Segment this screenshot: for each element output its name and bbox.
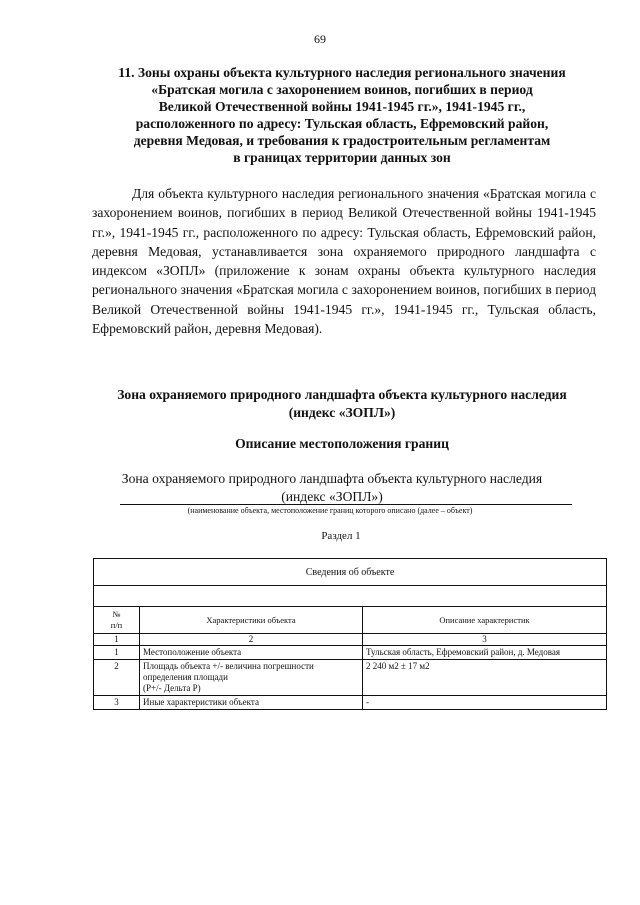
row-number: 1 (94, 646, 140, 660)
zone-heading-line: (индекс «ЗОПЛ») (288, 405, 396, 420)
section-heading-line: деревня Медовая, и требования к градостроительным регламентам (133, 133, 551, 148)
row-number: 3 (94, 696, 140, 710)
row-characteristic: Площадь объекта +/- величина погрешности определения площади (Р+/- Дельта Р) (140, 660, 363, 696)
index-cell: 1 (94, 634, 140, 646)
header-description: Описание характеристик (363, 607, 607, 634)
table-row (94, 696, 607, 710)
section-heading-line: 11. Зоны охраны объекта культурного наследия регионального значения (118, 65, 566, 80)
section-heading-line: Великой Отечественной войны 1941-1945 гг.», 1941-1945 гг., (158, 99, 526, 114)
object-info-table (93, 558, 607, 710)
page-number: 69 (314, 32, 326, 46)
table-blank-row (94, 586, 607, 607)
table-row (94, 646, 607, 660)
object-name-underline (120, 504, 572, 505)
intro-paragraph: Для объекта культурного наследия регионального значения «Братская могила с захоронением воинов, погибших в период Великой Отечественной войны 1941-1945 гг.», 1941-1945 гг., расположенного по адресу: Тульская область, Ефремовский район, деревня Медовая, устанавливается зона охраняемого природного ландшафта с индексом «ЗОПЛ» (приложение к зонам охраны объекта культурного наследия регионального значения «Братская могила с захоронением воинов, погибших в период Великой Отечественной войны 1941-1945 гг.», 1941-1945 гг., Тульская область, Ефремовский район, деревня Медовая). (92, 186, 596, 337)
section-heading (82, 64, 602, 166)
table-title: Сведения об объекте (94, 559, 607, 586)
table-header-row (94, 607, 607, 634)
object-name (92, 470, 572, 506)
table-title-row (94, 559, 607, 586)
section-heading-line: расположенного по адресу: Тульская область, Ефремовский район, (135, 116, 549, 131)
section-heading-line: в границах территории данных зон (233, 150, 451, 165)
zone-heading-line: Зона охраняемого природного ландшафта объекта культурного наследия (117, 387, 567, 402)
row-characteristic: Местоположение объекта (140, 646, 363, 660)
table-row (94, 660, 607, 696)
section-label: Раздел 1 (321, 530, 361, 542)
row-number: 2 (94, 660, 140, 696)
header-characteristic: Характеристики объекта (140, 607, 363, 634)
object-name-caption: (наименование объекта, местоположение границ которого описано (далее – объект) (187, 506, 473, 515)
row-description: 2 240 м2 ± 17 м2 (363, 660, 607, 696)
table-index-row (94, 634, 607, 646)
boundaries-heading: Описание местоположения границ (235, 436, 449, 451)
row-description: - (363, 696, 607, 710)
index-cell: 3 (363, 634, 607, 646)
index-cell: 2 (140, 634, 363, 646)
object-name-line: Зона охраняемого природного ландшафта объекта культурного наследия (121, 471, 543, 486)
header-number: № п/п (94, 607, 140, 634)
object-name-line: (индекс «ЗОПЛ») (281, 489, 383, 504)
row-description: Тульская область, Ефремовский район, д. Медовая (363, 646, 607, 660)
zone-heading (82, 386, 602, 422)
table-blank-cell (94, 586, 607, 607)
row-characteristic: Иные характеристики объекта (140, 696, 363, 710)
section-heading-line: «Братская могила с захоронением воинов, погибших в период (151, 82, 533, 97)
